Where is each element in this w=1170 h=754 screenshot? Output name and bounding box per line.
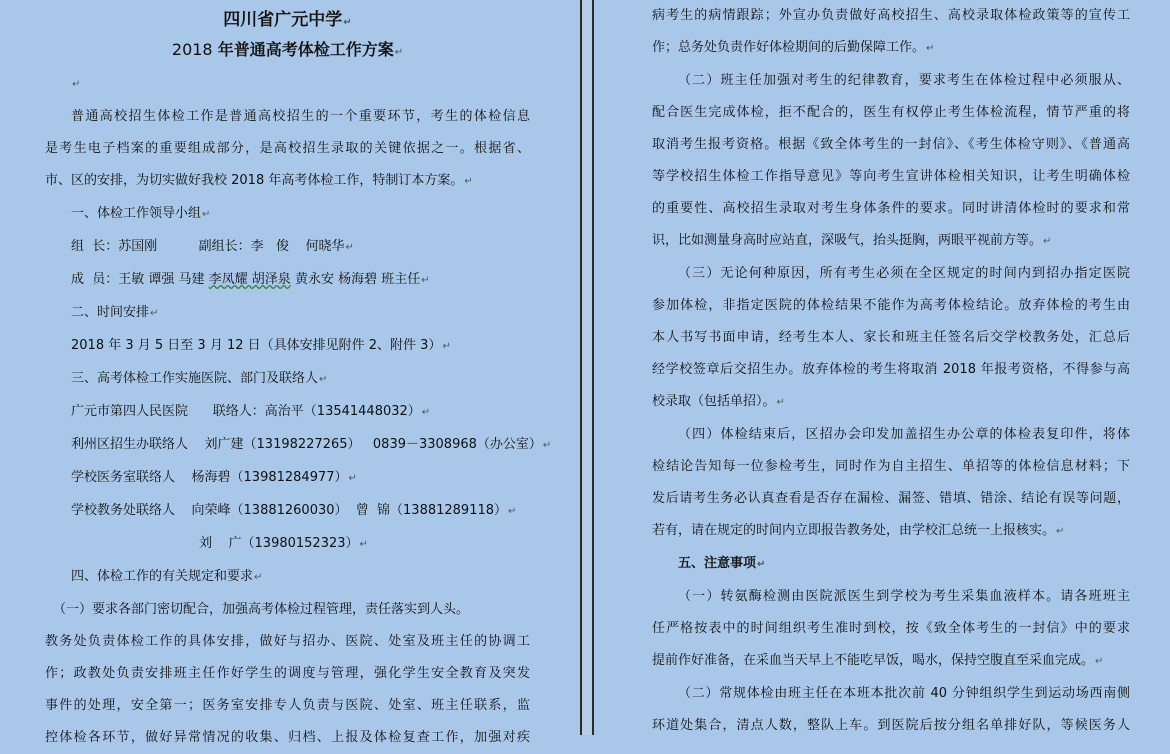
rule-line: （一）要求各部门密切配合，加强高考体检过程管理，责任落实到人头。 — [53, 602, 470, 617]
document-subtitle: 2018 年普通高考体检工作方案↵ — [171, 40, 404, 59]
note-line: 任严格按表中的时间组织考生准时到校，按《致全体考生的一封信》中的要求 — [652, 621, 1130, 636]
spellcheck-underline: 李凤耀 胡泽泉 — [208, 272, 291, 287]
rule-line: （四）体检结束后，区招办会印发加盖招生办公章的体检表复印件，将体 — [678, 427, 1130, 442]
section-heading: 五、注意事项↵ — [678, 556, 766, 571]
date-line: 2018 年 3 月 5 日至 3 月 12 日（具体安排见附件 2、附件 3）↵ — [71, 338, 451, 353]
note-line: 提前作好准备，在采血当天早上不能吃早饭，喝水，保持空腹直至采血完成。↵ — [652, 653, 1104, 668]
note-line: （一）转氨酶检测由医院派医生到学校为考生采集血液样本。请各班班主 — [678, 589, 1130, 604]
members-line: 成 员：王敏 谭强 马建 李凤耀 胡泽泉 黄永安 杨海碧 班主任↵ — [71, 272, 430, 287]
rule-line: 校录取（包括单招）。↵ — [652, 394, 785, 409]
right-page — [594, 0, 1170, 735]
contact-line: 学校教务处联络人 向荣峰（13881260030） 曾 锦（13881289118）↵ — [71, 503, 517, 518]
document-title: 四川省广元中学↵ — [223, 10, 352, 30]
contact-line: 广元市第四人民医院 联络人：高治平（13541448032）↵ — [71, 404, 431, 419]
rule-line: 若有，请在规定的时间内立即报告教务处，由学校汇总统一上报核实。↵ — [652, 523, 1065, 538]
rule-line: 参加体检，非指定医院的体检结果不能作为高考体检结论。放弃体检的考生由 — [652, 298, 1130, 313]
rule-line: （二）班主任加强对考生的纪律教育，要求考生在体检过程中必须服从、 — [678, 73, 1130, 88]
rule-line: （三）无论何种原因，所有考生必须在全区规定的时间内到招办指定医院 — [678, 266, 1130, 281]
rule-line: 识，比如测量身高时应站直，深吸气，抬头挺胸，两眼平视前方等。↵ — [652, 233, 1052, 248]
rule-line: 配合医生完成体检，拒不配合的，医生有权停止考生体检流程，情节严重的将 — [652, 105, 1130, 120]
contact-line: 刘 广（13980152323）↵ — [199, 536, 368, 551]
note-line: （二）常规体检由班主任在本班本批次前 40 分钟组织学生到运动场西南侧 — [678, 686, 1130, 701]
rule-line: 等学校招生体检工作指导意见》等向考生宣讲体检相关知识，让考生明确体检 — [652, 169, 1130, 184]
rule-line: 取消考生报考资格。根据《致全体考生的一封信》、《考生体检守则》、《普通高 — [652, 137, 1130, 152]
note-line: 环道处集合，清点人数，整队上车。到医院后按分组名单排好队，等候医务人 — [652, 718, 1130, 733]
section-heading: 四、体检工作的有关规定和要求↵ — [71, 569, 263, 584]
intro-line: 普通高校招生体检工作是普通高校招生的一个重要环节，考生的体检信息 — [71, 109, 530, 124]
left-page — [0, 0, 580, 745]
rule-line: 的重要性、高校招生录取对考生身体条件的要求。同时讲清体检时的要求和常 — [652, 201, 1130, 216]
rule-line: 发后请考生务必认真查看是否存在漏检、漏签、错填、错涂、结论有误等问题， — [652, 491, 1130, 506]
rule-line: 作；总务处负责作好体检期间的后勤保障工作。↵ — [652, 40, 935, 55]
rule-line: 作；政教处负责安排班主任作好学生的调度与管理，强化学生安全教育及突发 — [45, 666, 530, 681]
section-heading: 三、高考体检工作实施医院、部门及联络人↵ — [71, 371, 328, 386]
rule-line: 经学校签章后交招生办。放弃体检的考生将取消 2018 年报考资格，不得参与高 — [652, 362, 1130, 377]
rule-line: 病考生的病情跟踪；外宣办负责做好高校招生、高校录取体检政策等的宣传工 — [652, 8, 1130, 23]
contact-line: 学校医务室联络人 杨海碧（13981284977）↵ — [71, 470, 357, 485]
section-heading: 一、体检工作领导小组↵ — [71, 206, 211, 221]
rule-line: 教务处负责体检工作的具体安排，做好与招办、医院、处室及班主任的协调工 — [45, 634, 530, 649]
rule-line: 检结论告知每一位参检考生，同时作为自主招生、单招等的体检信息材料；下 — [652, 459, 1130, 474]
intro-line: 是考生电子档案的重要组成部分，是高校招生录取的关键依据之一。根据省、 — [45, 141, 530, 156]
rule-line: 控体检各环节，做好异常情况的收集、归档、上报及体检复查工作，加强对疾 — [45, 730, 530, 745]
page-gutter — [580, 0, 594, 735]
rule-line: 本人书写书面申请，经考生本人、家长和班主任签名后交学校教务处，汇总后 — [652, 330, 1130, 345]
intro-line: 市、区的安排，为切实做好我校 2018 年高考体检工作，特制订本方案。↵ — [45, 173, 473, 188]
rule-line: 事件的处理，安全第一；医务室安排专人负责与医院、处室、班主任联系，监 — [45, 698, 530, 713]
leader-line: 组 长：苏国刚 副组长：李 俊 何晓华↵ — [71, 239, 354, 254]
contact-line: 利州区招生办联络人 刘广建（13198227265） 0839－3308968（办公室）↵ — [71, 437, 552, 452]
empty-paragraph: ↵ — [72, 79, 81, 90]
section-heading: 二、时间安排↵ — [71, 305, 159, 320]
